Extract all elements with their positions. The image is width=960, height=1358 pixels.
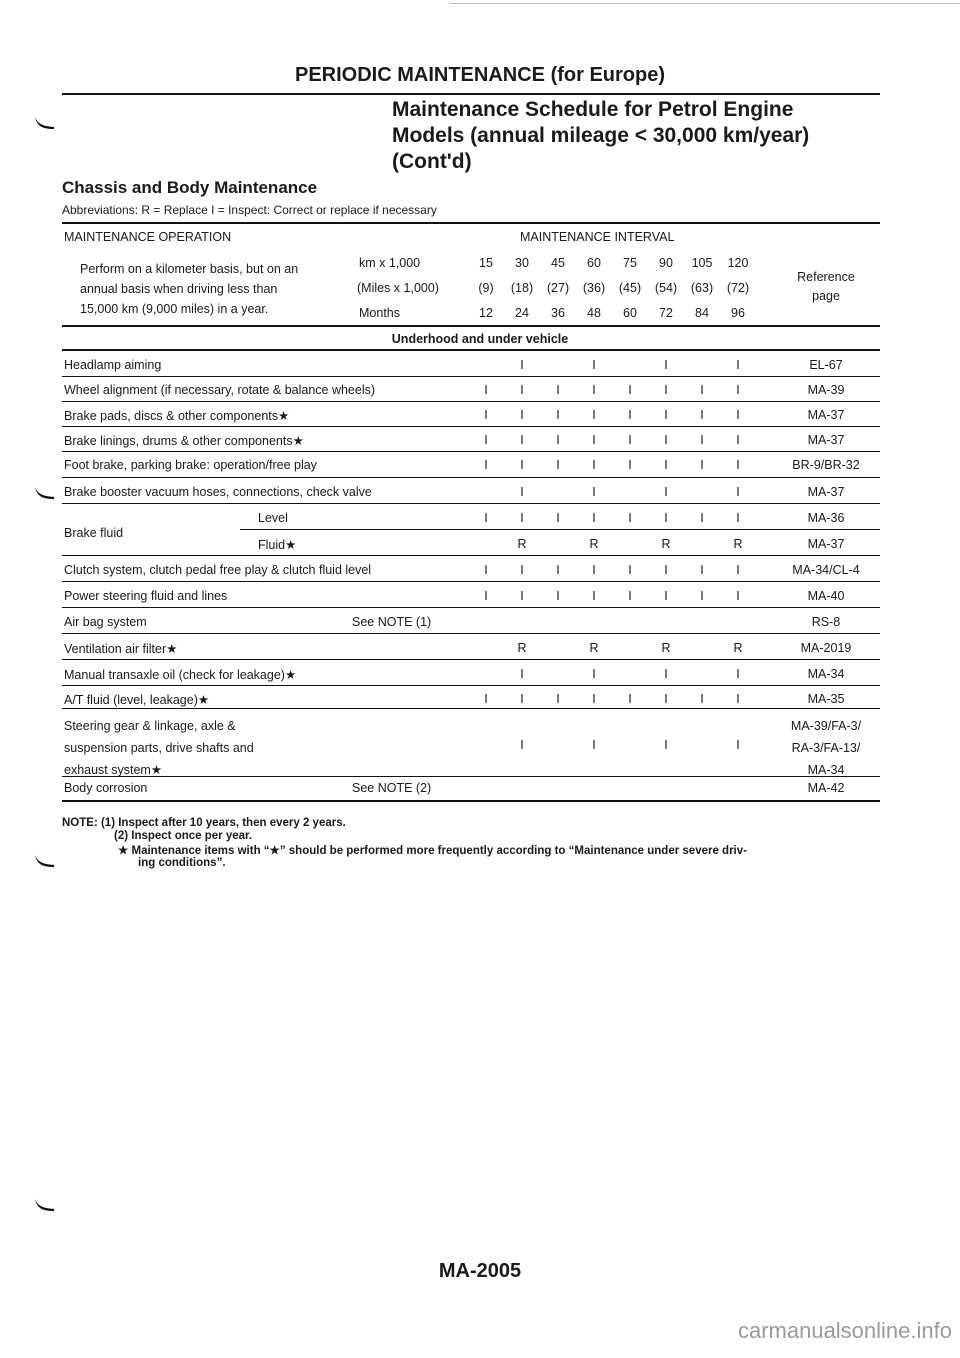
interval-mark: I	[628, 563, 632, 577]
interval-value: 60	[587, 256, 601, 270]
row-separator	[62, 659, 880, 660]
interval-mark: R	[733, 641, 743, 655]
section-title: Chassis and Body Maintenance	[62, 178, 318, 197]
interval-mark: I	[484, 433, 488, 447]
interval-mark: R	[661, 641, 671, 655]
note-line: NOTE: (1) Inspect after 10 years, then every 2 years.	[62, 817, 346, 829]
interval-value: (36)	[582, 281, 606, 295]
reference-page: MA-39	[807, 383, 845, 397]
group-rule	[62, 349, 880, 351]
reference-page: EL-67	[809, 358, 843, 372]
row-separator	[62, 708, 880, 709]
operation-label: Manual transaxle oil (check for leakage)★	[64, 668, 297, 682]
interval-mark: I	[628, 511, 632, 525]
interval-mark: I	[484, 383, 488, 397]
note-line: (2) Inspect once per year.	[114, 830, 253, 842]
interval-mark: I	[592, 408, 596, 422]
unit-km: km x 1,000	[359, 256, 421, 270]
interval-value: 48	[587, 306, 601, 320]
operation-label: Power steering fluid and lines	[64, 589, 228, 603]
operation-label: Air bag system	[64, 615, 147, 629]
interval-mark: I	[484, 692, 488, 706]
interval-mark: I	[592, 563, 596, 577]
see-note: See NOTE (1)	[352, 615, 432, 629]
steering-refs	[776, 715, 876, 781]
steering-line: exhaust system★	[64, 763, 163, 777]
row-separator	[62, 401, 880, 402]
reference-page: MA-42	[807, 781, 845, 795]
interval-mark: I	[592, 383, 596, 397]
interval-mark: I	[736, 667, 740, 681]
page-number: MA-2005	[438, 1260, 522, 1282]
reference-label: Reference	[797, 270, 855, 284]
interval-mark: I	[736, 738, 740, 752]
top-border-line	[450, 3, 960, 4]
interval-mark: I	[736, 408, 740, 422]
operation-label: Ventilation air filter★	[64, 642, 178, 656]
group-label: Underhood and under vehicle	[391, 332, 569, 346]
interval-mark: I	[736, 563, 740, 577]
operation-label: Foot brake, parking brake: operation/free play	[64, 458, 317, 472]
operation-label: Headlamp aiming	[64, 358, 162, 372]
interval-mark: I	[484, 458, 488, 472]
operation-label: Level	[258, 511, 288, 525]
title-rule	[62, 93, 880, 95]
steering-ref: RA-3/FA-13/	[791, 741, 861, 755]
interval-mark: I	[520, 738, 524, 752]
interval-mark: R	[589, 537, 599, 551]
reference-page: MA-37	[807, 537, 845, 551]
interval-mark: I	[592, 433, 596, 447]
interval-value: 12	[479, 306, 493, 320]
interval-mark: I	[592, 511, 596, 525]
interval-mark: I	[592, 738, 596, 752]
subtitle-line: (Cont'd)	[392, 150, 472, 173]
interval-mark: I	[736, 358, 740, 372]
interval-mark: I	[556, 433, 560, 447]
interval-mark: I	[628, 383, 632, 397]
interval-value: 36	[551, 306, 565, 320]
interval-mark: I	[664, 358, 668, 372]
interval-mark: I	[700, 383, 704, 397]
row-separator	[62, 633, 880, 634]
row-separator	[62, 451, 880, 452]
operation-label: Brake pads, discs & other components★	[64, 409, 290, 423]
reference-label: page	[812, 289, 840, 303]
row-separator	[62, 685, 880, 686]
interval-mark: I	[484, 511, 488, 525]
row-separator	[240, 529, 880, 530]
row-separator	[62, 477, 880, 478]
interval-mark: I	[736, 383, 740, 397]
interval-mark: R	[661, 537, 671, 551]
interval-mark: I	[700, 563, 704, 577]
col-header-operation: MAINTENANCE OPERATION	[64, 230, 232, 244]
reference-page: MA-37	[807, 485, 845, 499]
interval-value: (18)	[510, 281, 534, 295]
basis-line: 15,000 km (9,000 miles) in a year.	[80, 302, 269, 316]
interval-value: 24	[515, 306, 529, 320]
interval-mark: I	[664, 738, 668, 752]
interval-mark: I	[592, 458, 596, 472]
interval-mark: I	[592, 667, 596, 681]
interval-mark: I	[736, 433, 740, 447]
reference-page: RS-8	[811, 615, 841, 629]
interval-value: 120	[727, 256, 749, 270]
interval-mark: I	[520, 433, 524, 447]
interval-mark: I	[520, 408, 524, 422]
interval-value: 84	[695, 306, 709, 320]
interval-mark: I	[592, 692, 596, 706]
reference-page: MA-34/CL-4	[792, 563, 860, 577]
interval-mark: I	[556, 692, 560, 706]
interval-mark: I	[664, 433, 668, 447]
interval-mark: I	[700, 408, 704, 422]
interval-value: (27)	[546, 281, 570, 295]
row-separator	[62, 800, 880, 802]
interval-mark: I	[520, 358, 524, 372]
interval-mark: I	[664, 408, 668, 422]
interval-mark: I	[700, 589, 704, 603]
interval-mark: I	[484, 408, 488, 422]
interval-mark: I	[556, 563, 560, 577]
interval-mark: I	[592, 358, 596, 372]
operation-label: Brake linings, drums & other components★	[64, 434, 304, 448]
steering-ref: MA-39/FA-3/	[790, 719, 862, 733]
schedule-subtitle	[392, 97, 809, 175]
brake-fluid-label: Brake fluid	[64, 526, 124, 540]
interval-mark: I	[520, 383, 524, 397]
interval-mark: I	[520, 485, 524, 499]
interval-mark: I	[664, 692, 668, 706]
interval-value: 15	[479, 256, 493, 270]
see-note: See NOTE (2)	[352, 781, 432, 795]
interval-mark: I	[664, 563, 668, 577]
interval-mark: I	[736, 458, 740, 472]
basis-line: annual basis when driving less than	[80, 282, 278, 296]
interval-mark: I	[520, 458, 524, 472]
interval-mark: I	[628, 589, 632, 603]
interval-mark: I	[700, 692, 704, 706]
interval-mark: I	[520, 589, 524, 603]
revision-mark-icon	[34, 852, 56, 868]
steering-line: suspension parts, drive shafts and	[64, 741, 254, 755]
interval-mark: I	[700, 511, 704, 525]
interval-value: (63)	[690, 281, 714, 295]
interval-mark: R	[733, 537, 743, 551]
interval-mark: R	[517, 537, 527, 551]
table-top-rule	[62, 222, 880, 224]
row-separator	[62, 607, 880, 608]
interval-mark: I	[664, 458, 668, 472]
col-header-interval: MAINTENANCE INTERVAL	[520, 230, 675, 244]
interval-mark: I	[628, 458, 632, 472]
row-separator	[62, 503, 880, 504]
interval-mark: I	[664, 383, 668, 397]
reference-page: MA-40	[807, 589, 845, 603]
interval-mark: I	[736, 511, 740, 525]
interval-value: 30	[515, 256, 529, 270]
interval-mark: I	[592, 485, 596, 499]
interval-mark: I	[700, 458, 704, 472]
interval-mark: I	[736, 485, 740, 499]
operation-label: Wheel alignment (if necessary, rotate & balance wheels)	[64, 383, 376, 397]
revision-mark-icon	[34, 484, 56, 500]
unit-miles: (Miles x 1,000)	[357, 281, 439, 295]
revision-mark-icon	[34, 1196, 56, 1212]
operation-label: Brake booster vacuum hoses, connections, check valve	[64, 485, 372, 499]
interval-mark: R	[517, 641, 527, 655]
interval-mark: I	[556, 383, 560, 397]
header-rule	[62, 325, 880, 327]
subtitle-line: Models (annual mileage < 30,000 km/year)	[392, 124, 810, 147]
interval-mark: I	[520, 563, 524, 577]
row-separator	[62, 555, 880, 556]
interval-mark: I	[628, 408, 632, 422]
subtitle-line: Maintenance Schedule for Petrol Engine	[392, 98, 794, 121]
operation-label: Clutch system, clutch pedal free play & clutch fluid level	[64, 563, 372, 577]
interval-mark: I	[556, 589, 560, 603]
interval-mark: I	[520, 667, 524, 681]
interval-mark: I	[556, 458, 560, 472]
interval-mark: I	[484, 563, 488, 577]
row-separator	[62, 426, 880, 427]
interval-value: 75	[623, 256, 637, 270]
reference-page: BR-9/BR-32	[792, 458, 860, 472]
interval-mark: I	[628, 433, 632, 447]
interval-mark: I	[592, 589, 596, 603]
watermark: carmanualsonline.info	[737, 1318, 952, 1343]
interval-value: (54)	[654, 281, 678, 295]
reference-page: MA-2019	[800, 641, 852, 655]
interval-value: 72	[659, 306, 673, 320]
reference-page: MA-35	[807, 692, 845, 706]
note-line: ★ Maintenance items with “★” should be performed more frequently according to “Maintenance under severe driv-	[118, 845, 747, 857]
interval-value: (45)	[618, 281, 642, 295]
interval-mark: I	[700, 433, 704, 447]
abbreviations: Abbreviations: R = Replace I = Inspect: Correct or replace if necessary	[62, 203, 437, 217]
interval-mark: I	[664, 485, 668, 499]
interval-value: (72)	[726, 281, 750, 295]
interval-mark: R	[589, 641, 599, 655]
interval-mark: I	[736, 692, 740, 706]
interval-mark: I	[736, 589, 740, 603]
note-line: ing conditions”.	[138, 857, 226, 869]
interval-value: 45	[551, 256, 565, 270]
page-title: PERIODIC MAINTENANCE (for Europe)	[295, 64, 665, 86]
interval-value: 105	[691, 256, 713, 270]
steering-line: Steering gear & linkage, axle &	[64, 719, 236, 733]
row-separator	[62, 581, 880, 582]
interval-mark: I	[664, 667, 668, 681]
steering-item	[64, 715, 254, 781]
revision-mark-icon	[34, 114, 56, 130]
operation-label: Fluid★	[258, 538, 297, 552]
basis-note	[80, 259, 298, 319]
interval-mark: I	[664, 589, 668, 603]
reference-page: MA-37	[807, 433, 845, 447]
operation-label: A/T fluid (level, leakage)★	[64, 693, 210, 707]
interval-mark: I	[628, 692, 632, 706]
reference-page: MA-37	[807, 408, 845, 422]
interval-mark: I	[520, 692, 524, 706]
unit-months: Months	[359, 306, 400, 320]
interval-mark: I	[520, 511, 524, 525]
reference-page: MA-34	[807, 667, 845, 681]
operation-label: Body corrosion	[64, 781, 148, 795]
interval-value: 90	[659, 256, 673, 270]
interval-mark: I	[556, 408, 560, 422]
reference-page: MA-36	[807, 511, 845, 525]
interval-value: 96	[731, 306, 745, 320]
row-separator	[62, 376, 880, 377]
interval-value: (9)	[478, 281, 494, 295]
interval-mark: I	[556, 511, 560, 525]
interval-mark: I	[484, 589, 488, 603]
steering-ref: MA-34	[807, 763, 845, 777]
basis-line: Perform on a kilometer basis, but on an	[80, 262, 299, 276]
interval-mark: I	[664, 511, 668, 525]
interval-value: 60	[623, 306, 637, 320]
